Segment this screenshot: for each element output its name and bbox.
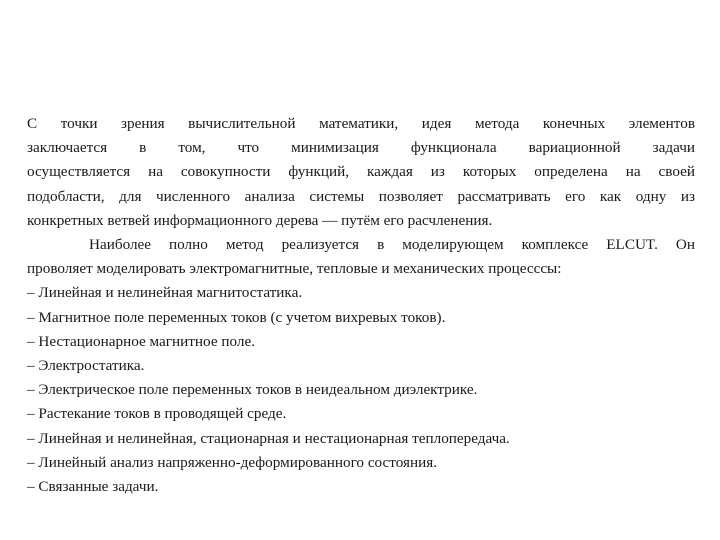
elcut-paragraph (27, 233, 695, 281)
list-item: – Электрическое поле переменных токов в неидеальном диэлектрике. (27, 381, 478, 399)
list-item: – Линейный анализ напряженно-деформированного состояния. (27, 453, 438, 471)
list-item: – Линейная и нелинейная магнитостатика. (27, 284, 303, 302)
list-item: – Электростатика. (27, 357, 145, 375)
paragraph-line: осуществляется на совокупности функций, каждая из которых определена на своей (27, 163, 695, 181)
list-item: – Связанные задачи. (27, 478, 159, 496)
list-item: – Растекание токов в проводящей среде. (27, 405, 287, 423)
paragraph-line: подобласти, для численного анализа системы позволяет рассматривать его как одну из (27, 187, 695, 205)
document-body (27, 112, 695, 499)
problem-types-list (27, 281, 695, 499)
paragraph-line: Наиболее полно метод реализуется в моделирующем комплексе ELCUT. Он (89, 236, 695, 254)
paragraph-line: С точки зрения вычислительной математики, идея метода конечных элементов (27, 115, 695, 132)
list-item: – Линейная и нелинейная, стационарная и нестационарная теплопередача. (27, 429, 510, 447)
paragraph-line: конкретных ветвей информационного дерева — путём его расчленения. (27, 211, 493, 229)
paragraph-line: проволяет моделировать электромагнитные, тепловые и механических процесссы: (27, 260, 562, 278)
list-item: – Магнитное поле переменных токов (с учетом вихревых токов). (27, 308, 446, 326)
paragraph-line: заключается в том, что минимизация функционала вариационной задачи (27, 139, 695, 157)
list-item: – Нестационарное магнитное поле. (27, 332, 255, 350)
intro-paragraph (27, 112, 695, 233)
